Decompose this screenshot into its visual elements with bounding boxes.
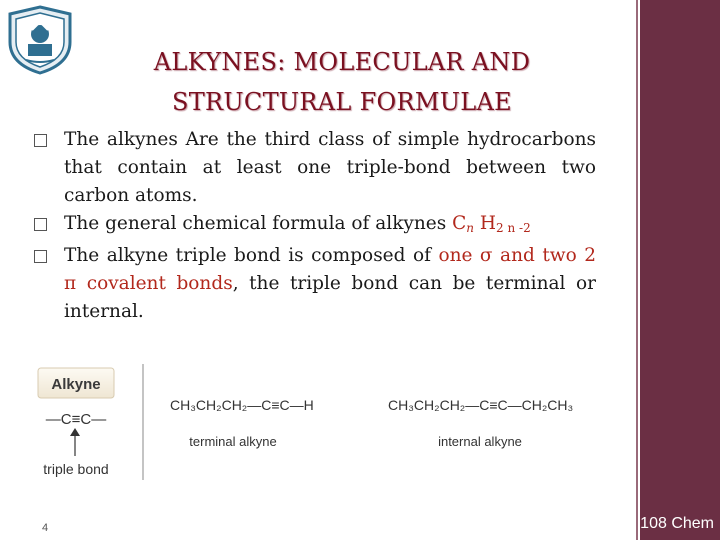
formula-h-subscript: 2 n -2 <box>496 221 531 235</box>
internal-alkyne-label: internal alkyne <box>438 434 522 449</box>
title-line-2: STRUCTURAL FORMULAE <box>171 88 512 116</box>
bullet-list <box>34 126 596 326</box>
decorative-sidebar <box>640 0 720 540</box>
bullet-text-formula: The general chemical formula of alkynes <box>64 213 453 234</box>
page-number: 4 <box>42 522 49 534</box>
bullet-item-bond <box>34 242 596 326</box>
title-line-1: ALKYNES: MOLECULAR AND <box>153 48 531 76</box>
internal-alkyne-formula: CH₃CH₂CH₂—C≡C—CH₂CH₃ <box>388 397 574 413</box>
alkyne-header-label: Alkyne <box>51 376 101 393</box>
bullet-item-definition <box>34 126 596 210</box>
triple-bond-arrow-icon <box>70 428 80 436</box>
bullet-text-bond-post: , the triple bond can be terminal or internal. <box>64 273 596 322</box>
formula-c-subscript: n <box>466 221 474 235</box>
generic-triple-bond-formula: —C≡C— <box>45 411 107 428</box>
terminal-alkyne-label: terminal alkyne <box>189 434 277 449</box>
bullet-box-icon <box>34 134 47 147</box>
footer-course-label: 108 Chem <box>640 515 714 532</box>
bullet-box-icon <box>34 250 47 263</box>
bullet-text-definition: The alkynes Are the third class of simple hydrocarbons that contain at least one triple-bond between two carbon atoms. <box>64 129 596 206</box>
bullet-text-bond-pre: The alkyne triple bond is composed of <box>64 245 439 266</box>
formula-c: C <box>452 213 467 234</box>
bullet-box-icon <box>34 218 47 231</box>
formula-h: H <box>479 213 497 234</box>
university-seal-icon <box>6 4 74 76</box>
sidebar-divider <box>636 0 638 540</box>
alkyne-figure <box>28 360 618 482</box>
bullet-text-bond-highlight: one σ and two 2 π covalent bonds <box>64 245 596 294</box>
terminal-alkyne-formula: CH₃CH₂CH₂—C≡C—H <box>170 397 314 413</box>
generic-triple-bond-label: triple bond <box>43 461 109 477</box>
slide-title <box>122 42 562 122</box>
bullet-item-formula <box>34 210 596 242</box>
